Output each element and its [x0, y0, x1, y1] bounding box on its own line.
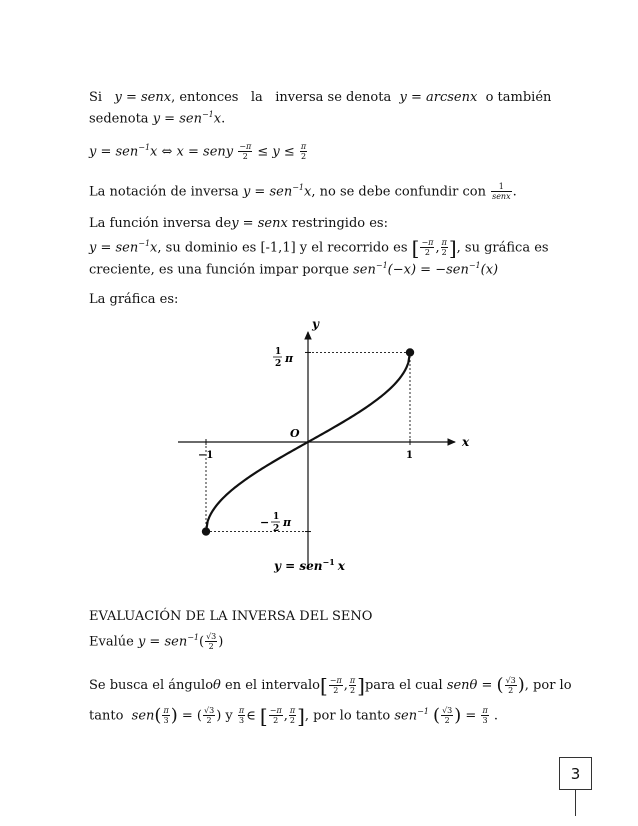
endpoint-min: [202, 527, 210, 535]
right-paren: ): [454, 704, 462, 726]
svg-text:2: 2: [273, 524, 280, 534]
math-exponent: −1: [138, 239, 151, 248]
left-paren: (: [496, 674, 504, 696]
svg-text:2: 2: [275, 359, 282, 369]
fraction-pi-over-2: $\frac{\pi}{2}$: [441, 238, 447, 258]
definition-line-2: [89, 107, 567, 127]
fraction-pi-over-3: $\frac{\pi}{3}$: [163, 706, 169, 726]
evaluate-line: [89, 630, 567, 651]
text-entonces: , entonces: [171, 90, 239, 105]
math-exponent: −1: [138, 143, 151, 152]
math-y-sen: y = sen: [89, 144, 139, 160]
text-equals-paren: = (: [181, 708, 202, 724]
math-x: x: [213, 111, 222, 127]
endpoint-max: [406, 348, 414, 356]
notation-line: [89, 180, 567, 201]
text-la-grafica-es: La gráfica es:: [89, 292, 179, 307]
math-sen: sen: [353, 262, 376, 278]
fraction-pi-over-2: $\frac{\pi}{2}$: [300, 142, 307, 162]
origin-label: O: [290, 427, 300, 440]
math-exponent: −1: [201, 110, 214, 119]
section-heading: [89, 609, 567, 625]
fraction-sqrt3-over-2: $\frac{√3}{2}$: [204, 706, 215, 726]
fraction-neg-pi-over-2: $\frac{-\pi}{2}$: [329, 676, 342, 695]
right-bracket: ]: [357, 673, 365, 698]
text-su-grafica: , su gráfica es: [456, 240, 549, 256]
math-y-senx: y = senx: [231, 216, 288, 231]
svg-text:1: 1: [275, 347, 282, 357]
section-title: EVALUACIÓN DE LA INVERSA DEL SENO: [89, 609, 373, 624]
math-exponent: −1: [417, 707, 429, 716]
definition-line-1: [89, 90, 567, 106]
text-en-el-intervalo: en el intervalo: [225, 678, 320, 693]
x-tick-label-1: 1: [406, 450, 413, 461]
arcsin-graph: [170, 318, 480, 580]
math-y-sen: y = sen: [242, 184, 293, 200]
svg-text:1: 1: [273, 512, 280, 522]
svg-text:π: π: [285, 352, 294, 365]
math-x: x: [304, 184, 312, 200]
left-paren: (: [154, 704, 162, 726]
y-axis-label: y: [312, 318, 319, 331]
math-y-sen: y = sen: [137, 634, 188, 650]
fraction-pi-over-3: $\frac{\pi}{3}$: [238, 706, 245, 726]
text-paren-y: ) y: [216, 708, 233, 724]
text-period: .: [221, 111, 226, 127]
text-si: Si: [89, 90, 103, 105]
right-bracket: ]: [297, 703, 305, 728]
right-paren: ): [170, 704, 178, 726]
restriction-line-3: [89, 258, 567, 278]
x-tick-label-neg-1: −1: [198, 450, 214, 461]
fraction-pi-over-2: $\frac{\pi}{2}$: [349, 676, 356, 695]
svg-text:−: −: [260, 516, 270, 529]
text-evalue: Evalúe: [89, 634, 134, 650]
page-number-stem: [575, 789, 576, 816]
math-equals: =: [465, 708, 477, 724]
math-y-sen: y = sen: [89, 240, 139, 256]
right-bracket: ]: [448, 235, 457, 260]
left-bracket: [: [259, 703, 268, 728]
math-odd-identity: (−x) = −sen: [387, 262, 469, 278]
text-por-lo: , por lo: [524, 678, 572, 693]
math-sen: sen: [394, 708, 418, 724]
fraction-pi-over-3: $\frac{\pi}{3}$: [482, 706, 488, 726]
text-dominio-recorrido: , su dominio es [-1,1] y el recorrido es: [157, 240, 408, 256]
restriction-line-1: [89, 216, 567, 232]
x-axis-label: x: [462, 435, 470, 449]
graph-caption: [273, 557, 346, 573]
math-paren-x: (x): [480, 262, 499, 278]
fraction-one-over-senx: $\frac{1}{\text{senx}}$: [492, 182, 511, 202]
math-sen-theta: senθ =: [446, 678, 493, 693]
text-la: la: [250, 90, 263, 105]
text-tanto: tanto: [89, 708, 124, 724]
math-exponent: −1: [375, 261, 388, 270]
fraction-sqrt3-over-2: $\frac{√3}{2}$: [505, 676, 516, 695]
text-no-confundir: , no se debe confundir con: [311, 184, 486, 200]
text-para-el-cual: para el cual: [364, 678, 443, 693]
text-por-lo-tanto: , por lo tanto: [304, 708, 391, 724]
left-paren: (: [433, 704, 441, 726]
text-notation: La notación de inversa: [89, 184, 239, 200]
text-se-busca: Se busca el ángulo: [89, 678, 214, 693]
equivalence-line: [89, 140, 567, 161]
math-element-of: ∈: [246, 708, 256, 724]
left-paren: (: [199, 634, 205, 650]
math-arcsenx: y = arcsenx: [399, 90, 478, 105]
text-o-tambien: o también: [485, 90, 552, 105]
fraction-neg-pi-over-2: $\frac{-\pi}{2}$: [421, 238, 434, 258]
math-equivalence: x ⇔ x = seny: [150, 144, 234, 160]
math-exponent: −1: [292, 183, 304, 192]
solution-line-2: tanto sen( $\frac{\pi}{3}$ ) = ( $\frac{√3}{2}$ ) y $\frac{\pi}{3}$ ∈ [ $\frac{-\pi}{2}$ , $\frac{\pi}{2}$ ], por lo tanto sen$^{-1}$ ( $\frac{√3}{2}$ ) = $\frac{\pi}{3}$ .: [89, 703, 499, 728]
svg-text:π: π: [283, 516, 292, 529]
math-sen: sen: [131, 708, 155, 724]
restriction-line-2: y = sen$^{-1}$x, su dominio es [-1,1] y el recorrido es [ $\frac{-\pi}{2}$ , $\frac{\pi}{2}$ ], su gráfica es: [89, 235, 549, 260]
solution-line-1: Se busca el ánguloθ en el intervalo[ $\frac{-\pi}{2}$ , $\frac{\pi}{2}$ ]para el cual senθ = ( $\frac{√3}{2}$ ), por lo: [89, 673, 572, 698]
math-inequality: ≤ y ≤: [257, 144, 295, 160]
left-bracket: [: [319, 673, 328, 698]
text-inversa-se-denota: inversa se denota: [275, 90, 392, 105]
page-number-box: [559, 757, 592, 790]
fraction-neg-pi-over-2: $\frac{-\pi}{2}$: [239, 142, 252, 162]
left-bracket: [: [411, 235, 420, 260]
fraction-sqrt3-over-2: $\frac{√3}{2}$: [206, 632, 217, 652]
text-sedenota: sedenota: [89, 111, 149, 127]
text-funcion-inversa: La función inversa de: [89, 216, 232, 231]
svg-text:y = sen−1x: y = sen$^{-1}$ x: [274, 557, 345, 573]
page-number: 3: [570, 764, 581, 783]
math-x: x: [150, 240, 158, 256]
fraction-pi-over-2: $\frac{\pi}{2}$: [289, 706, 296, 726]
right-paren: ): [218, 634, 224, 650]
math-y-sen: y = sen: [152, 111, 202, 127]
bottom-pi-label: [260, 512, 292, 534]
graph-intro: [89, 292, 567, 308]
top-pi-label: [273, 347, 294, 369]
text-period: .: [493, 708, 499, 724]
fraction-sqrt3-over-2: $\frac{√3}{2}$: [442, 706, 453, 726]
right-paren: ): [517, 674, 525, 696]
text-restringido: restringido es:: [291, 216, 388, 231]
fraction-neg-pi-over-2: $\frac{-\pi}{2}$: [269, 706, 282, 726]
math-exponent: −1: [187, 633, 199, 642]
text-period: .: [512, 184, 517, 200]
math-exponent: −1: [468, 261, 481, 270]
text-creciente-impar: creciente, es una función impar porque: [89, 262, 349, 278]
math-theta: θ: [213, 678, 221, 693]
math-y-senx: y = senx: [114, 90, 172, 105]
